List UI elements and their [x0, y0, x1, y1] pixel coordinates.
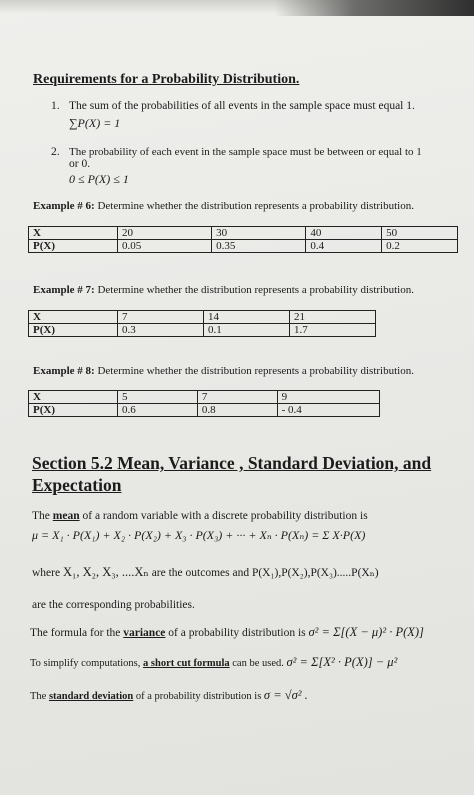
section-title-line2: Expectation [32, 475, 122, 495]
section-title-line1: Section 5.2 Mean, Variance , Standard Deviation, and [32, 453, 432, 473]
mean-post: of a random variable with a discrete probability distribution is [82, 510, 368, 522]
variance-post: of a probability distribution is [168, 627, 306, 639]
example7-heading [33, 284, 414, 296]
table-row [29, 227, 458, 240]
sd-post: of a probability distribution is [135, 691, 262, 702]
mean-term: mean [52, 510, 80, 522]
table-cell: 7 [118, 311, 204, 324]
mean-definition [32, 510, 368, 522]
table-row [29, 404, 380, 417]
table-header-x: X [29, 227, 118, 240]
table-cell: 14 [204, 311, 290, 324]
sd-term: standard deviation [48, 691, 134, 702]
table-cell: 0.35 [212, 240, 306, 253]
example8-heading [33, 365, 414, 377]
example8-table [28, 390, 380, 417]
table-cell: 0.2 [382, 240, 458, 253]
table-cell: 1.7 [290, 324, 376, 337]
table-cell: 20 [118, 227, 212, 240]
background-edge [274, 0, 474, 16]
item1-formula: ∑P(X) = 1 [69, 116, 121, 130]
item2-text-line2: or 0. [69, 158, 91, 170]
table-cell: 5 [118, 391, 198, 404]
table-header-px: P(X) [29, 324, 118, 337]
mean-pre: The [32, 510, 50, 522]
example7-text: Determine whether the distribution represents a probability distribution. [97, 284, 414, 296]
shortcut-post: can be used. [232, 658, 284, 669]
where-probs: P(X₁),P(X₂),P(X₃).....P(Xₙ) [251, 567, 379, 579]
variance-line [30, 625, 424, 640]
table-cell: 50 [382, 227, 458, 240]
shortcut-formula: σ² = Σ[X² · P(X)] − μ² [286, 655, 398, 669]
variance-term: variance [123, 627, 166, 639]
example8-text: Determine whether the distribution represents a probability distribution. [97, 365, 414, 377]
example7-label: Example # 7: [33, 284, 95, 296]
table-header-px: P(X) [29, 240, 118, 253]
example6-table [28, 226, 458, 253]
table-cell: 40 [306, 227, 382, 240]
table-cell: 0.8 [197, 404, 277, 417]
example6-label: Example # 6: [33, 200, 95, 212]
table-row [29, 324, 376, 337]
item2-number: 2. [51, 146, 60, 158]
table-row [29, 311, 376, 324]
example8-label: Example # 8: [33, 365, 95, 377]
variance-pre: The formula for the [30, 627, 121, 639]
table-header-px: P(X) [29, 404, 118, 417]
requirements-title: Requirements for a Probability Distribution. [33, 72, 300, 87]
table-cell: - 0.4 [277, 404, 379, 417]
table-row [29, 240, 458, 253]
where-pre: where [32, 567, 61, 579]
table-cell: 0.6 [118, 404, 198, 417]
shortcut-pre: To simplify computations, [30, 658, 141, 669]
sd-line [30, 688, 308, 703]
variance-formula: σ² = Σ[(X − μ)² · P(X)] [308, 625, 424, 639]
table-cell: 0.4 [306, 240, 382, 253]
item1-text: The sum of the probabilities of all events in the sample space must equal 1. [69, 100, 415, 112]
table-cell: 0.05 [118, 240, 212, 253]
item1-number: 1. [51, 100, 60, 112]
where-line [32, 564, 379, 580]
table-cell: 30 [212, 227, 306, 240]
table-cell: 9 [277, 391, 379, 404]
table-cell: 0.1 [204, 324, 290, 337]
shortcut-term: a short cut formula [143, 658, 230, 669]
table-cell: 7 [197, 391, 277, 404]
table-header-x: X [29, 311, 118, 324]
example6-heading [33, 200, 414, 212]
table-header-x: X [29, 391, 118, 404]
table-cell: 0.3 [118, 324, 204, 337]
example6-text: Determine whether the distribution represents a probability distribution. [97, 200, 414, 212]
where-mid: are the outcomes and [151, 567, 250, 579]
sd-pre: The [30, 691, 47, 702]
item2-text-line1: The probability of each event in the sample space must be between or equal to 1 [69, 146, 422, 158]
table-row [29, 391, 380, 404]
item2-formula: 0 ≤ P(X) ≤ 1 [69, 172, 129, 186]
where-vars: X₁, X₂, X₃, ....Xₙ [62, 565, 149, 579]
mean-formula: μ = X₁ · P(X₁) + X₂ · P(X₂) + X₃ · P(X₃) + ··· + Xₙ · P(Xₙ) = Σ X·P(X) [32, 528, 366, 542]
corresponding-line: are the corresponding probabilities. [32, 599, 195, 611]
example7-table [28, 310, 376, 337]
shortcut-line [30, 655, 397, 670]
sd-formula: σ = √σ² . [263, 688, 308, 702]
table-cell: 21 [290, 311, 376, 324]
